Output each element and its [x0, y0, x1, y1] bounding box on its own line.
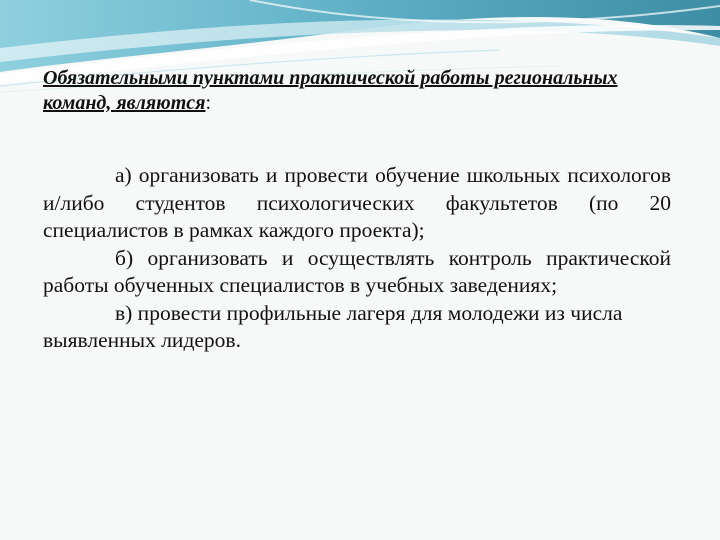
slide-body: [43, 162, 671, 355]
heading-colon: :: [205, 92, 212, 114]
heading-lead: Обязательными пунктами практической работы региональных команд, являются: [43, 67, 618, 114]
list-item-c: в) провести профильные лагеря для молодежи из числа выявленных лидеров.: [43, 300, 623, 352]
list-item-b: б) организовать и осуществлять контроль практической работы обученных специалистов в учебных заведениях;: [43, 245, 671, 297]
slide-heading: [43, 66, 683, 116]
list-item-a: а) организовать и провести обучение школьных психологов и/либо студентов психологических факультетов (по 20 специалистов в рамках каждого проекта);: [43, 163, 671, 242]
